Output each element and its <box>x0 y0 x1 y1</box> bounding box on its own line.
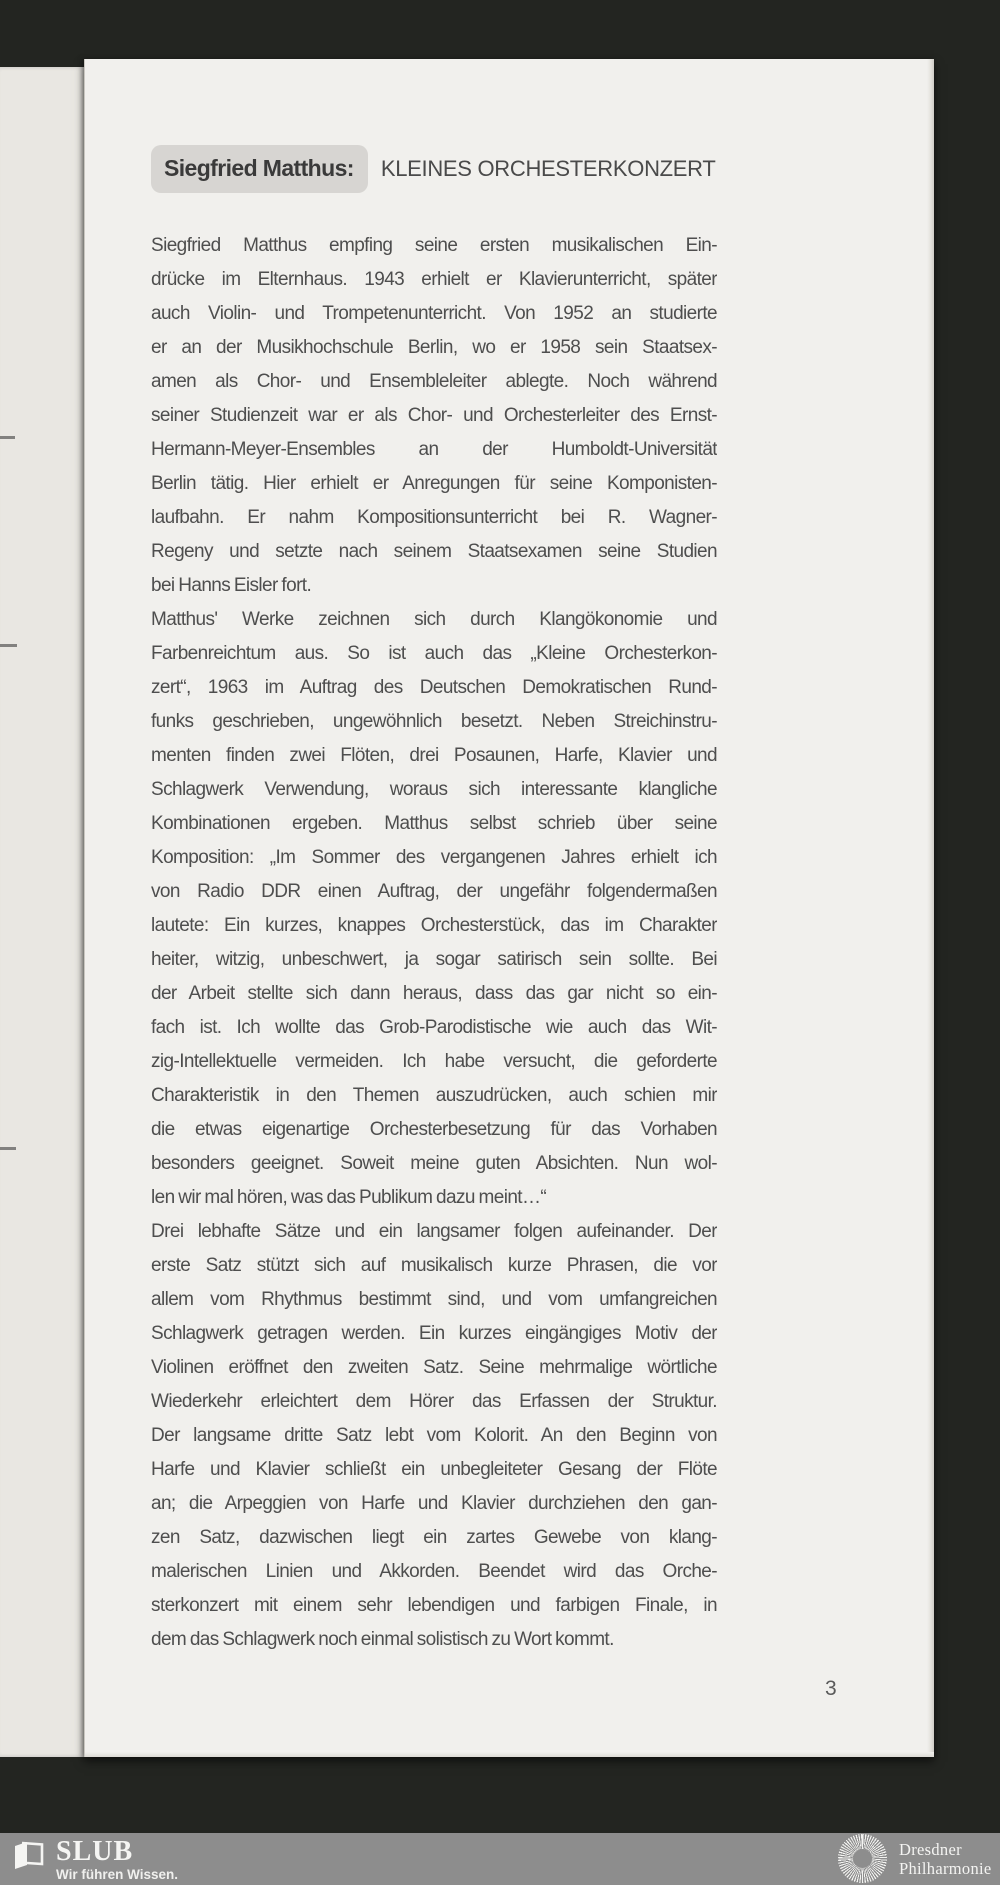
text-line: Drei lebhafte Sätze und ein langsamer folgen aufeinander. Der <box>151 1221 717 1242</box>
text-line: Farbenreichtum aus. So ist auch das „Kleine Orchesterkon- <box>151 643 717 664</box>
text-line: Kombinationen ergeben. Matthus selbst schrieb über seine <box>151 813 717 834</box>
underlying-page-edge <box>0 67 86 1757</box>
work-title: KLEINES ORCHESTERKONZERT <box>380 156 716 181</box>
text-line: Violinen eröffnet den zweiten Satz. Seine mehrmalige wörtliche <box>151 1357 717 1378</box>
composer-name-highlight: Siegfried Matthus: <box>151 145 368 193</box>
starburst-icon <box>838 1834 887 1883</box>
body-text <box>151 229 717 1657</box>
text-line: sterkonzert mit einem sehr lebendigen und farbigen Finale, in <box>151 1595 717 1616</box>
text-line: fach ist. Ich wollte das Grob-Parodistische wie auch das Wit- <box>151 1017 717 1038</box>
text-line: Siegfried Matthus empfing seine ersten musikalischen Ein- <box>151 235 717 256</box>
text-line: Wiederkehr erleichtert dem Hörer das Erfassen der Struktur. <box>151 1391 717 1412</box>
text-line: Harfe und Klavier schließt ein unbegleiteter Gesang der Flöte <box>151 1459 717 1480</box>
text-line: allem vom Rhythmus bestimmt sind, und vom umfangreichen <box>151 1289 717 1310</box>
page-edge <box>927 59 934 1757</box>
paragraph <box>151 229 717 603</box>
text-line: von Radio DDR einen Auftrag, der ungefähr folgendermaßen <box>151 881 717 902</box>
slub-name: SLUB <box>56 1836 134 1867</box>
text-line: besonders geeignet. Soweit meine guten Absichten. Nun wol- <box>151 1153 717 1174</box>
text-line: erste Satz stützt sich auf musikalisch kurze Phrasen, die vor <box>151 1255 717 1276</box>
philharmonie-name-line2: Philharmonie <box>899 1858 992 1878</box>
text-line: funks geschrieben, ungewöhnlich besetzt. Neben Streichinstru- <box>151 711 717 732</box>
text-line: Regeny und setzte nach seinem Staatsexamen seine Studien <box>151 541 717 562</box>
viewer-footer <box>0 1833 1000 1885</box>
text-line: len wir mal hören, was das Publikum dazu meint…“ <box>151 1187 547 1208</box>
paragraph <box>151 1215 717 1657</box>
text-line: heiter, witzig, unbeschwert, ja sogar satirisch sein sollte. Bei <box>151 949 717 970</box>
text-line: menten finden zwei Flöten, drei Posaunen, Harfe, Klavier und <box>151 745 717 766</box>
text-line: Schlagwerk Verwendung, woraus sich interessante klangliche <box>151 779 717 800</box>
scanned-page <box>84 59 934 1757</box>
text-line: amen als Chor- und Ensembleleiter ablegte. Noch während <box>151 371 717 392</box>
text-line: Matthus' Werke zeichnen sich durch Klangökonomie und <box>151 609 717 630</box>
page-edge <box>85 1752 934 1757</box>
text-line: Berlin tätig. Hier erhielt er Anregungen für seine Komponisten- <box>151 473 717 494</box>
slub-tagline: Wir führen Wissen. <box>56 1867 179 1882</box>
slub-logo[interactable] <box>12 1838 178 1882</box>
binding-mark <box>0 644 17 647</box>
paragraph <box>151 603 717 1215</box>
text-line: Schlagwerk getragen werden. Ein kurzes eingängiges Motiv der <box>151 1323 717 1344</box>
binding-mark <box>0 1147 16 1150</box>
text-line: seiner Studienzeit war er als Chor- und Orchesterleiter des Ernst- <box>151 405 717 426</box>
text-line: an; die Arpeggien von Harfe und Klavier durchziehen den gan- <box>151 1493 717 1514</box>
page-title <box>151 145 716 193</box>
philharmonie-logo[interactable] <box>838 1834 992 1883</box>
text-line: lautete: Ein kurzes, knappes Orchesterstück, das im Charakter <box>151 915 717 936</box>
open-book-icon <box>12 1840 45 1871</box>
philharmonie-name-line1: Dresdner <box>899 1839 962 1859</box>
text-line: Der langsame dritte Satz lebt vom Kolorit. An den Beginn von <box>151 1425 717 1446</box>
text-line: der Arbeit stellte sich dann heraus, dass das gar nicht so ein- <box>151 983 717 1004</box>
text-line: malerischen Linien und Akkorden. Beendet wird das Orche- <box>151 1561 717 1582</box>
text-line: Hermann-Meyer-Ensembles an der Humboldt-Universität <box>151 439 717 460</box>
text-line: drücke im Elternhaus. 1943 erhielt er Klavierunterricht, später <box>151 269 717 290</box>
text-line: bei Hanns Eisler fort. <box>151 575 312 596</box>
text-line: zig-Intellektuelle vermeiden. Ich habe versucht, die geforderte <box>151 1051 717 1072</box>
text-line: zert“, 1963 im Auftrag des Deutschen Demokratischen Rund- <box>151 677 717 698</box>
text-line: zen Satz, dazwischen liegt ein zartes Gewebe von klang- <box>151 1527 717 1548</box>
text-line: er an der Musikhochschule Berlin, wo er 1958 sein Staatsex- <box>151 337 717 358</box>
binding-mark <box>0 436 15 439</box>
text-line: Komposition: „Im Sommer des vergangenen Jahres erhielt ich <box>151 847 717 868</box>
page-number: 3 <box>825 1677 837 1700</box>
text-line: dem das Schlagwerk noch einmal solistisch zu Wort kommt. <box>151 1629 614 1650</box>
text-line: laufbahn. Er nahm Kompositionsunterricht bei R. Wagner- <box>151 507 717 528</box>
text-line: die etwas eigenartige Orchesterbesetzung für das Vorhaben <box>151 1119 717 1140</box>
text-line: Charakteristik in den Themen auszudrücken, auch schien mir <box>151 1085 717 1106</box>
text-line: auch Violin- und Trompetenunterricht. Von 1952 an studierte <box>151 303 717 324</box>
